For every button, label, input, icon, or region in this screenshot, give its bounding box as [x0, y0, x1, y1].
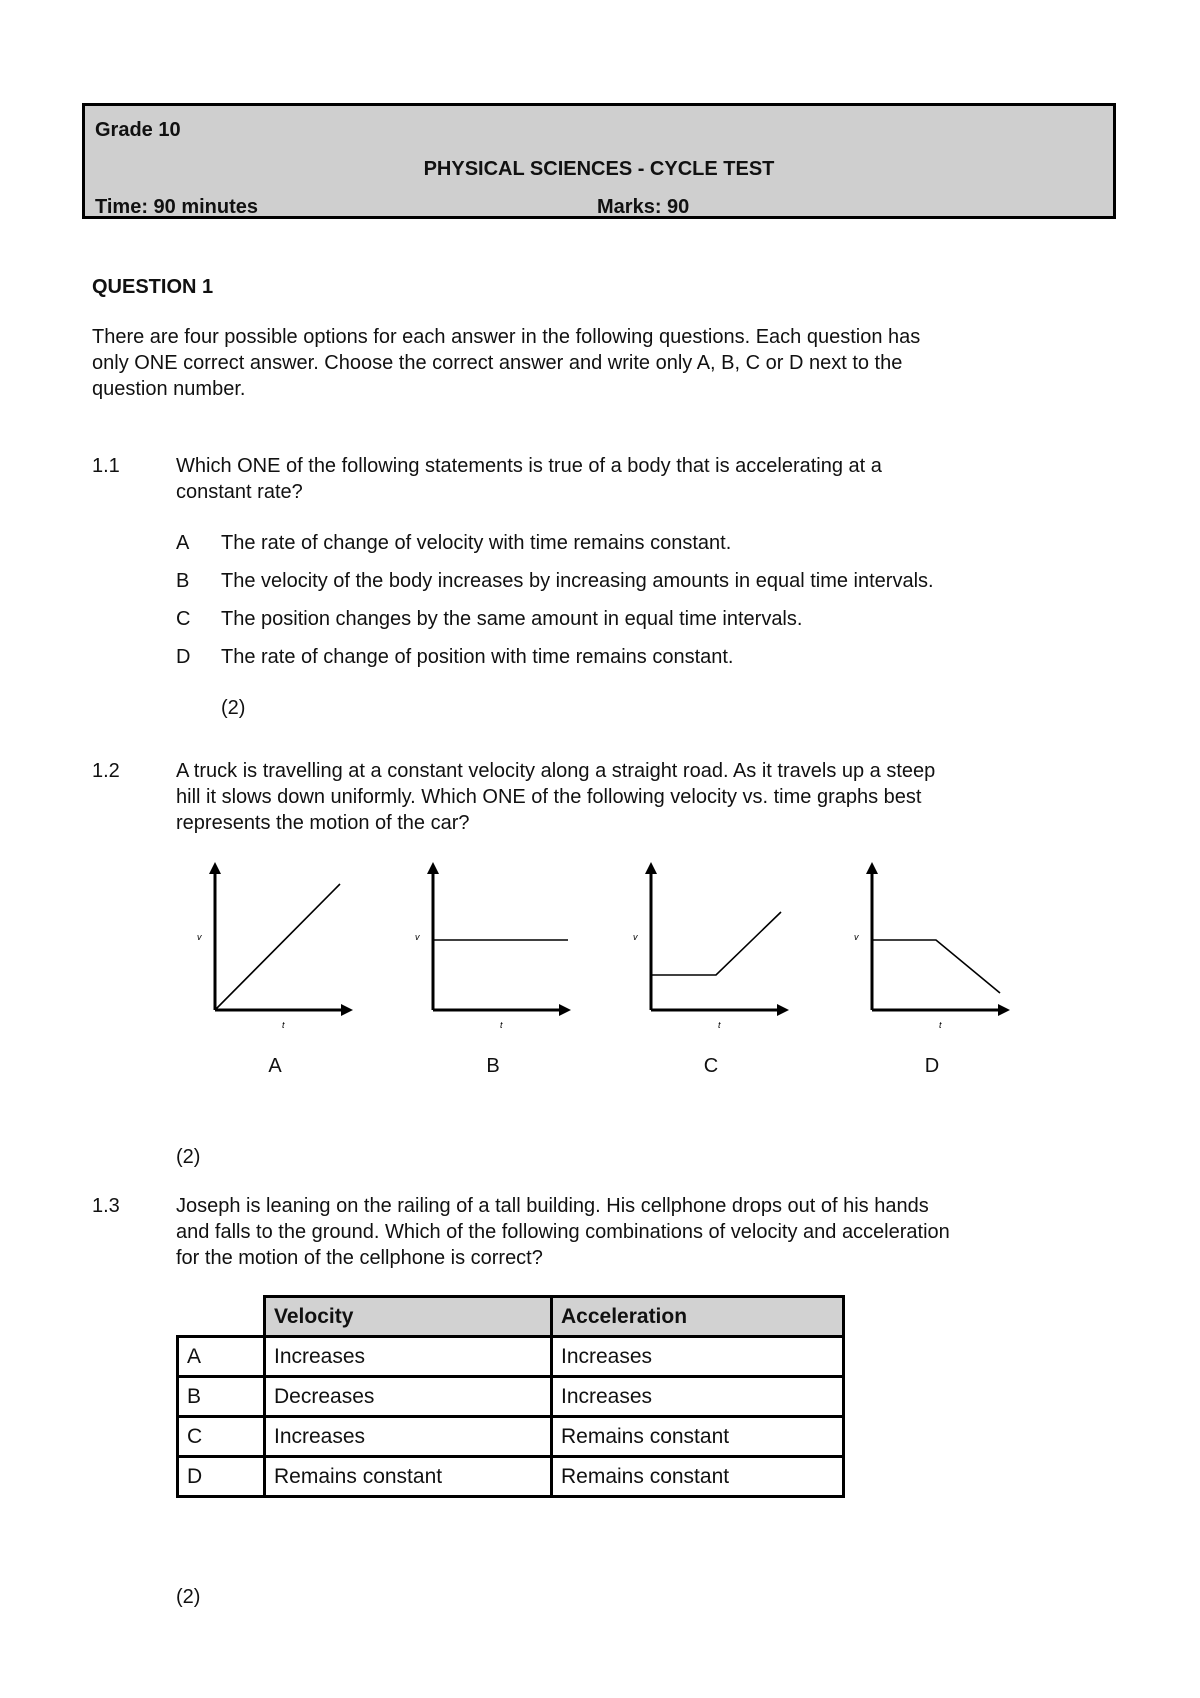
test-header — [82, 103, 1116, 219]
graph-label-a: A — [268, 1055, 282, 1077]
graph-label-d: D — [924, 1055, 940, 1077]
y-axis-label: v — [854, 932, 859, 942]
graph-c — [631, 860, 791, 1030]
table-row — [178, 1377, 844, 1417]
marks-allocation: (2) — [176, 1586, 201, 1608]
acceleration-cell: Increases — [552, 1377, 844, 1417]
time-label: Time: 90 minutes — [95, 196, 259, 218]
option-letter: A — [176, 532, 190, 554]
acceleration-cell: Increases — [552, 1337, 844, 1377]
graph-label-c: C — [703, 1055, 719, 1077]
acceleration-cell: Remains constant — [552, 1417, 844, 1457]
question-stem: and falls to the ground. Which of the following combinations of velocity and acceleration — [176, 1221, 950, 1243]
instructions-line: question number. — [92, 378, 246, 400]
row-letter: A — [178, 1337, 265, 1377]
x-axis-label: t — [939, 1020, 942, 1030]
marks-allocation: (2) — [221, 697, 246, 719]
option-letter: C — [176, 608, 191, 630]
velocity-header: Velocity — [265, 1297, 552, 1337]
option-letter: B — [176, 570, 190, 592]
answer-table — [176, 1295, 845, 1498]
table-row — [178, 1457, 844, 1497]
marks-allocation: (2) — [176, 1146, 201, 1168]
y-axis-label: v — [633, 932, 638, 942]
question-stem: Joseph is leaning on the railing of a tall building. His cellphone drops out of his hands — [176, 1195, 929, 1217]
instructions-line: There are four possible options for each answer in the following questions. Each question has — [92, 326, 921, 348]
question-number: 1.2 — [92, 760, 120, 782]
question-heading: QUESTION 1 — [92, 276, 214, 298]
y-axis-label: v — [415, 932, 420, 942]
graph-d — [852, 860, 1012, 1030]
graph-b — [413, 860, 573, 1030]
velocity-cell: Remains constant — [265, 1457, 552, 1497]
question-number: 1.3 — [92, 1195, 120, 1217]
question-stem: represents the motion of the car? — [176, 812, 470, 834]
option-text: The rate of change of position with time remains constant. — [221, 646, 734, 668]
acceleration-cell: Remains constant — [552, 1457, 844, 1497]
table-corner-cell — [178, 1297, 265, 1337]
question-stem: constant rate? — [176, 481, 303, 503]
table-row — [178, 1337, 844, 1377]
question-stem: Which ONE of the following statements is true of a body that is accelerating at a — [176, 455, 882, 477]
velocity-cell: Decreases — [265, 1377, 552, 1417]
instructions-line: only ONE correct answer. Choose the correct answer and write only A, B, C or D next to the — [92, 352, 903, 374]
velocity-cell: Increases — [265, 1337, 552, 1377]
question-stem: A truck is travelling at a constant velocity along a straight road. As it travels up a steep — [176, 760, 936, 782]
question-number: 1.1 — [92, 455, 120, 477]
row-letter: D — [178, 1457, 265, 1497]
row-letter: B — [178, 1377, 265, 1417]
option-letter: D — [176, 646, 191, 668]
x-axis-label: t — [282, 1020, 285, 1030]
question-stem: hill it slows down uniformly. Which ONE of the following velocity vs. time graphs best — [176, 786, 922, 808]
row-letter: C — [178, 1417, 265, 1457]
graph-a — [195, 860, 355, 1030]
test-title: PHYSICAL SCIENCES - CYCLE TEST — [423, 158, 775, 180]
y-axis-label: v — [197, 932, 202, 942]
option-text: The velocity of the body increases by increasing amounts in equal time intervals. — [221, 570, 934, 592]
graph-label-b: B — [486, 1055, 500, 1077]
grade-label: Grade 10 — [95, 119, 181, 141]
table-header-row — [178, 1297, 844, 1337]
option-text: The position changes by the same amount in equal time intervals. — [221, 608, 803, 630]
table-row — [178, 1417, 844, 1457]
question-stem: for the motion of the cellphone is correct? — [176, 1247, 543, 1269]
x-axis-label: t — [500, 1020, 503, 1030]
marks-label: Marks: 90 — [597, 196, 690, 218]
velocity-cell: Increases — [265, 1417, 552, 1457]
option-text: The rate of change of velocity with time remains constant. — [221, 532, 732, 554]
x-axis-label: t — [718, 1020, 721, 1030]
acceleration-header: Acceleration — [552, 1297, 844, 1337]
